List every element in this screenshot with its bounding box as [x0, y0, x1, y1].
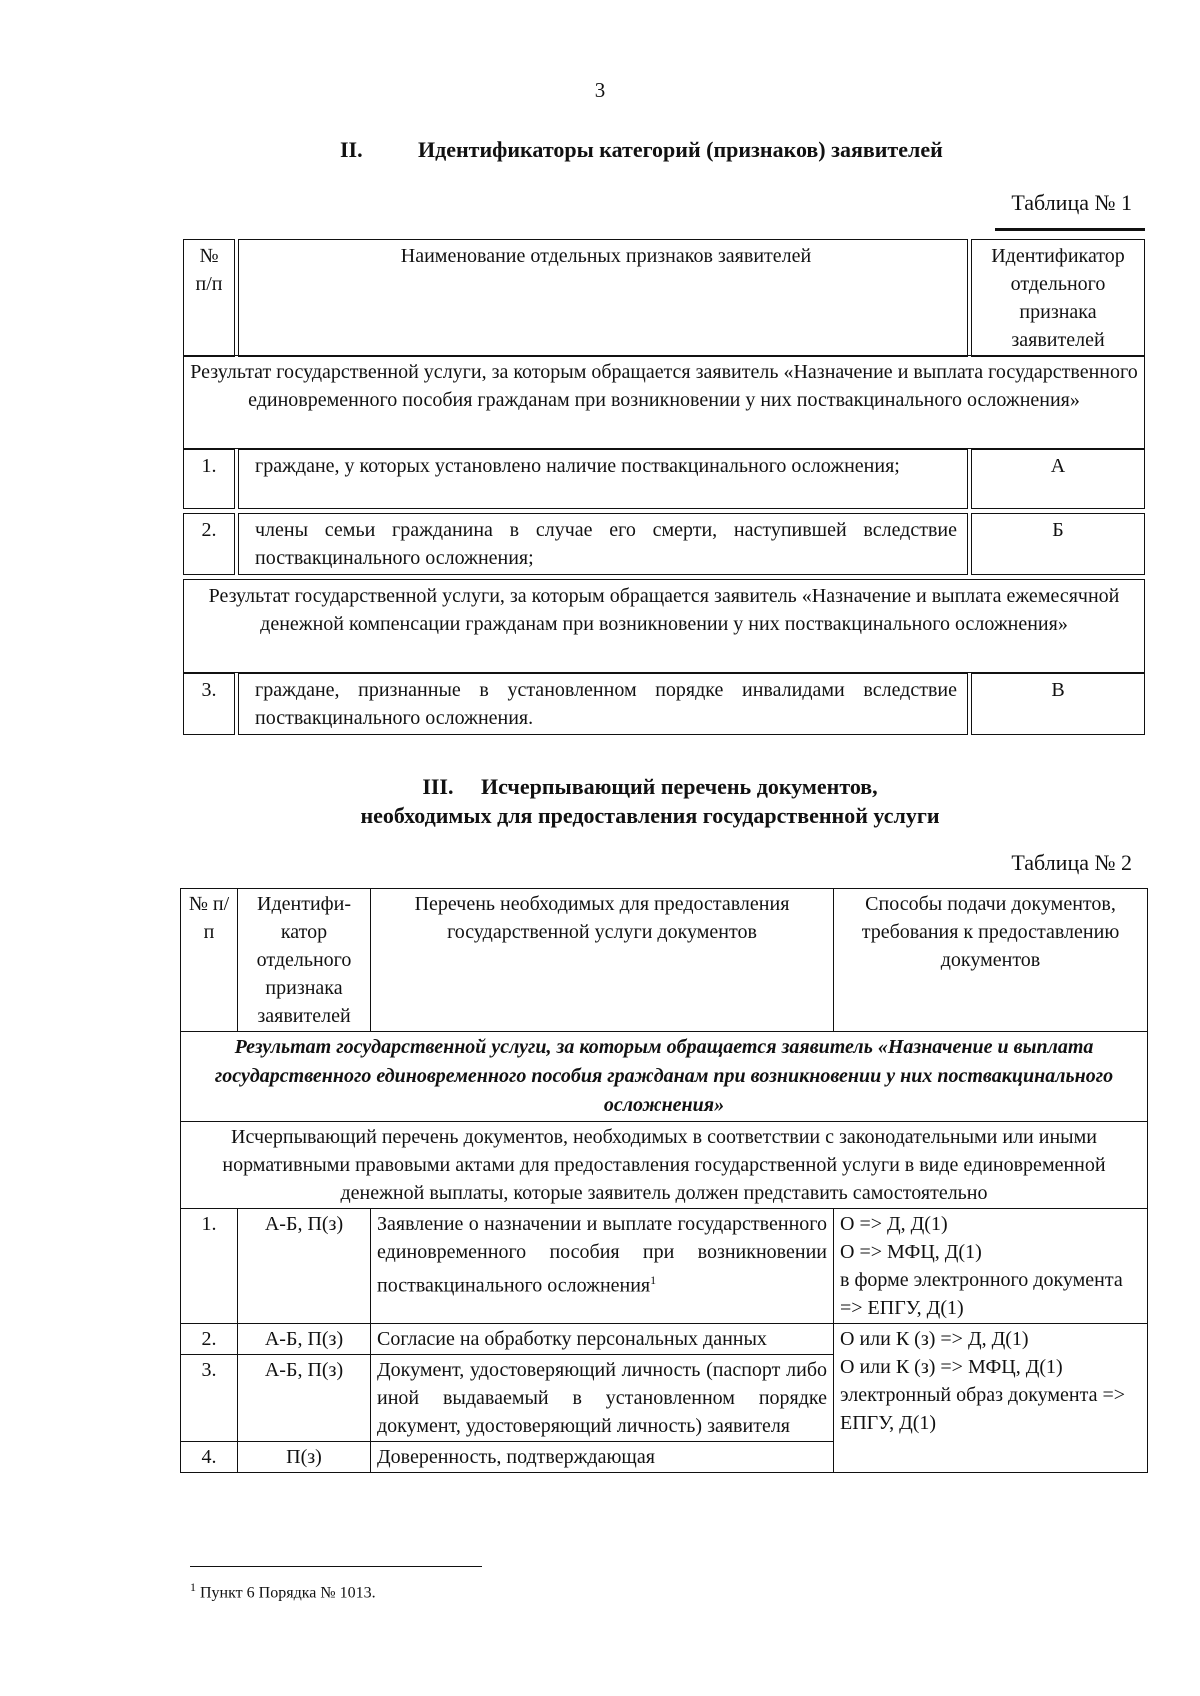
way-line: О или К (з) => Д, Д(1) [840, 1328, 1029, 1350]
t1-row-num: 1. [183, 449, 235, 509]
section-2-text: Идентификаторы категорий (признаков) заявителей [418, 137, 943, 162]
footnote [190, 1580, 376, 1602]
t1-result-1-text: Результат государственной услуги, за которым обращается заявитель «Назначение и выплата государственного единовременного пособия гражданам при возникновении у них поствакцинального осложнения» [183, 355, 1145, 449]
t2-row-doc [371, 1209, 834, 1324]
t1-header-id: Идентификатор отдельного признака заявителей [971, 239, 1145, 357]
t2-header-ident: Идентифи-катор отдельного признака заявителей [238, 889, 371, 1032]
t2-row-doc: Документ, удостоверяющий личность (паспорт либо иной выдаваемый в установленном порядке документ, удостоверяющий личность) заявителя [371, 1355, 834, 1442]
way-line: О => Д, Д(1) [840, 1213, 948, 1235]
way-line: О => МФЦ, Д(1) [840, 1241, 982, 1263]
t2-header-ways: Способы подачи документов, требования к предоставлению документов [834, 889, 1148, 1032]
t1-row-name: граждане, у которых установлено наличие поствакцинального осложнения; [238, 449, 968, 509]
t2-row-doc-text: Заявление о назначении и выплате государственного единовременного пособия при возникновении поствакцинального осложнения [377, 1213, 827, 1297]
t2-row-ident: П(з) [238, 1442, 371, 1473]
t2-row-num: 3. [181, 1355, 238, 1442]
t2-header-docs: Перечень необходимых для предоставления государственной услуги документов [371, 889, 834, 1032]
t2-header-row [181, 889, 1148, 1032]
way-line: электронный образ документа => ЕПГУ, Д(1) [840, 1384, 1126, 1434]
table-1-top-rule [995, 228, 1145, 231]
way-line: О или К (з) => МФЦ, Д(1) [840, 1356, 1063, 1378]
t1-header-name: Наименование отдельных признаков заявителей [238, 239, 968, 357]
t2-subheader-text: Исчерпывающий перечень документов, необходимых в соответствии с законодательными или иными нормативными правовыми актами для предоставления государственной услуги в виде единовременной денежной выплаты, которые заявитель должен представить самостоятельно [181, 1122, 1148, 1209]
t2-row-num: 2. [181, 1324, 238, 1355]
t2-row-ident: А-Б, П(з) [238, 1209, 371, 1324]
table-1-row [180, 670, 1148, 738]
t2-row-doc: Согласие на обработку персональных данных [371, 1324, 834, 1355]
t1-row-num: 2. [183, 513, 235, 575]
t1-result-2-text: Результат государственной услуги, за которым обращается заявитель «Назначение и выплата ежемесячной денежной компенсации гражданам при возникновении у них поствакцинального осложнения» [183, 579, 1145, 673]
table-2 [180, 888, 1148, 1473]
t2-result-row [181, 1032, 1148, 1122]
section-3-line-2: необходимых для предоставления государственной услуги [360, 803, 940, 828]
table-1-result-2 [180, 576, 1148, 676]
t1-row-num: 3. [183, 673, 235, 735]
table-1-row [180, 446, 1148, 512]
table-row [181, 1324, 1148, 1355]
section-3-line-1 [330, 772, 970, 801]
table-1-header [180, 236, 1148, 360]
way-line: в форме электронного документа => ЕПГУ, Д(1) [840, 1269, 1123, 1319]
t2-row-doc: Доверенность, подтверждающая [371, 1442, 834, 1473]
table-row [181, 1209, 1148, 1324]
table-1-caption: Таблица № 1 [1011, 190, 1132, 215]
t2-header-num: № п/п [181, 889, 238, 1032]
t2-row-ident: А-Б, П(з) [238, 1355, 371, 1442]
t2-row-num: 4. [181, 1442, 238, 1473]
t2-row-ident: А-Б, П(з) [238, 1324, 371, 1355]
t1-row-name: члены семьи гражданина в случае его смерти, наступившей вследствие поствакцинального осложнения; [238, 513, 968, 575]
section-2-number: II. [340, 137, 363, 162]
t2-way-group [834, 1324, 1148, 1473]
section-3-text-1: Исчерпывающий перечень документов, [481, 774, 878, 799]
t1-header-num: № п/п [183, 239, 235, 357]
t1-row-name: граждане, признанные в установленном порядке инвалидами вследствие поствакцинального осложнения. [238, 673, 968, 735]
footnote-text: Пункт 6 Порядка № 1013. [200, 1584, 376, 1602]
section-2-title [340, 137, 943, 163]
table-1-result-1 [180, 352, 1148, 452]
t2-subheader-row [181, 1122, 1148, 1209]
t1-row-id: В [971, 673, 1145, 735]
footnote-mark: 1 [190, 1580, 196, 1594]
t2-row-num: 1. [181, 1209, 238, 1324]
table-2-caption: Таблица № 2 [1011, 850, 1132, 875]
footnote-divider [190, 1566, 482, 1567]
footnote-ref[interactable]: 1 [650, 1273, 657, 1287]
page-number: 3 [594, 78, 606, 102]
section-3-number: III. [422, 774, 454, 799]
t1-row-id: Б [971, 513, 1145, 575]
t2-row-way [834, 1209, 1148, 1324]
t1-row-id: А [971, 449, 1145, 509]
t2-result-text: Результат государственной услуги, за которым обращается заявитель «Назначение и выплата государственного единовременного пособия гражданам при возникновении у них поствакцинального осложнения» [181, 1032, 1148, 1122]
table-1-row [180, 510, 1148, 578]
section-3-title [330, 772, 970, 830]
